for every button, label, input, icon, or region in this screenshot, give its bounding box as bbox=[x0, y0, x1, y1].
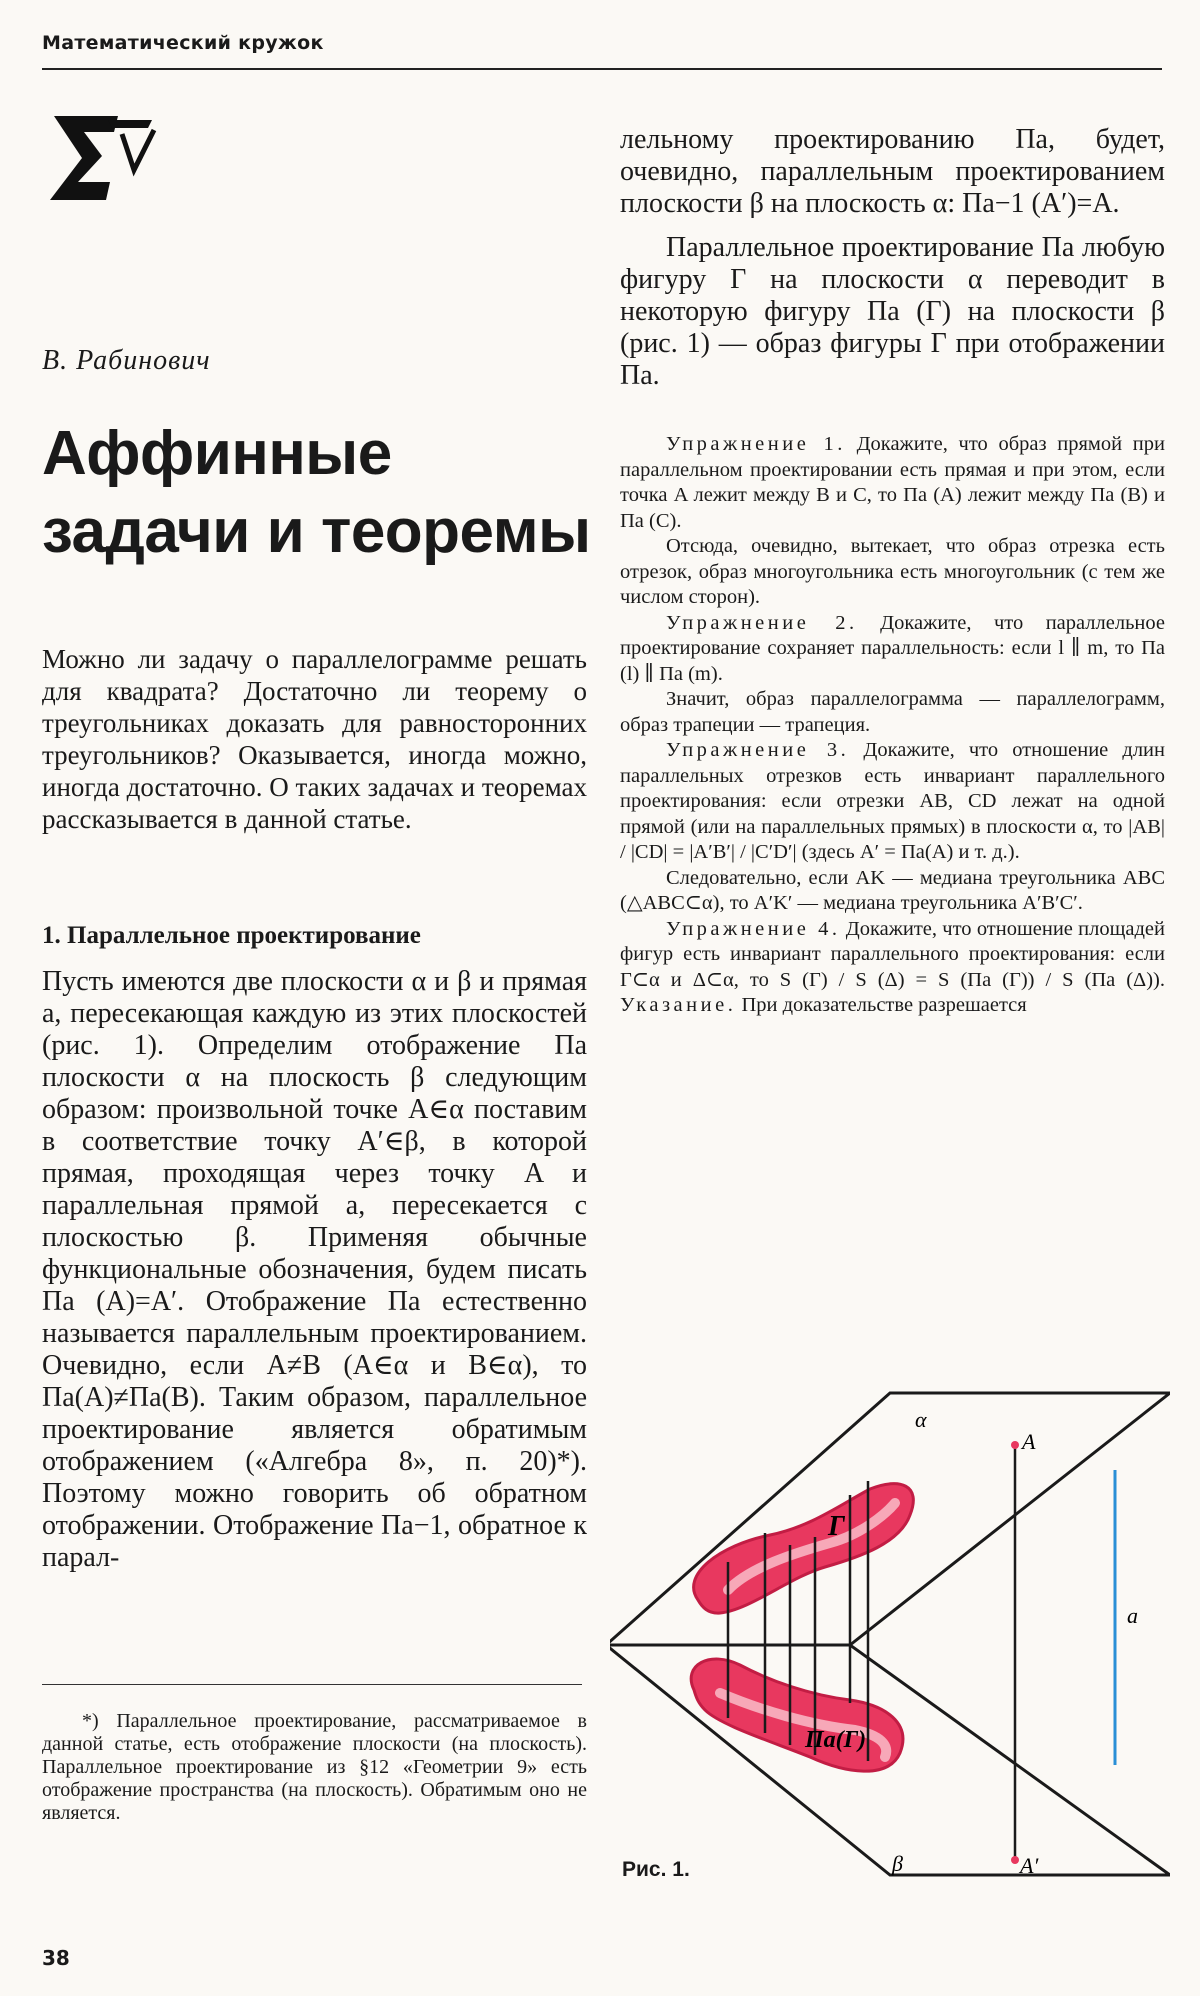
hint-label: Указание. bbox=[620, 994, 737, 1016]
exercise-1 bbox=[620, 432, 1165, 534]
exercise-text: Докажите, что отношение площадей фигур есть инвариант параллельного проектирования: если Г⊂α и Δ⊂α, то S (Г) / S (Δ) = S (Πa (Г)) / S (Πa (Δ)). bbox=[620, 917, 1166, 991]
exercises-block bbox=[620, 432, 1165, 1019]
exercise-text: Докажите, что отношение длин параллельных отрезков есть инвариант параллельного проектирования: если отрезки AB, CD лежат на одной прямой (или на параллельных прямых) в плоскости α, то |AB| / |CD| = |A′B′| / |C′D′| (здесь A′ = Πa(A) и т. д.). bbox=[620, 739, 1166, 863]
label-alpha-plane: α bbox=[915, 1407, 927, 1432]
footnote-divider bbox=[42, 1684, 582, 1685]
exercise-2 bbox=[620, 611, 1165, 688]
exercise-3 bbox=[620, 738, 1165, 866]
header-divider bbox=[42, 68, 1162, 70]
footnote: *) Параллельное проектирование, рассматриваемое в данной статье, есть отображение плоскости (на плоскость). Параллельное проектирование из §12 «Геометрии 9» есть отображение пространства (на плоскость). Обратимым оно не является. bbox=[42, 1710, 587, 1824]
title-line-1: Аффинные bbox=[42, 419, 392, 488]
exercise-label: Упражнение 2. bbox=[666, 611, 858, 634]
exercise-label: Упражнение 3. bbox=[666, 739, 850, 761]
article-lead: Можно ли задачу о параллелограмме решать для квадрата? Достаточно ли теорему о треугольниках доказать для равносторонних треугольников? Оказывается, иногда можно, иногда достаточно. О таких задачах и теоремах рассказывается в данной статье. bbox=[42, 644, 587, 834]
exercise-text: Докажите, что образ прямой при параллельном проектировании есть прямая и при этом, если точка A лежит между B и C, то Πa (A) лежит между Πa (B) и Πa (C). bbox=[620, 433, 1166, 532]
label-point-A-prime: A′ bbox=[1020, 1853, 1039, 1878]
point-A bbox=[1011, 1441, 1019, 1449]
paragraph: Следовательно, если AK — медиана треугольника ABC (△ABC⊂α), то A′K′ — медиана треугольника A′B′C′. bbox=[620, 866, 1165, 914]
paragraph: лельному проектированию Πa, будет, очевидно, параллельным проектированием плоскости β на плоскость α: Πa−1 (A′)=A. bbox=[620, 124, 1165, 219]
sigma-logo-icon bbox=[48, 110, 158, 210]
exercise-4 bbox=[620, 917, 1165, 1019]
paragraph: Значит, образ параллелограмма — параллелограмм, образ трапеции — трапеция. bbox=[620, 688, 1165, 736]
body-column-right bbox=[620, 124, 1165, 392]
hint-text: При доказательстве разрешается bbox=[741, 994, 1027, 1016]
exercise-text: Докажите, что параллельное проектирование сохраняет параллельность: если l ∥ m, то Πa (l) ∥ Πa (m). bbox=[620, 611, 1166, 685]
label-projection: Πa(Г) bbox=[805, 1727, 867, 1753]
exercise-label: Упражнение 1. bbox=[666, 433, 846, 455]
article-author: В. Рабинович bbox=[42, 345, 211, 376]
figure-caption: Рис. 1. bbox=[622, 1858, 690, 1881]
exercise-label: Упражнение 4. bbox=[666, 917, 841, 940]
article-title bbox=[42, 415, 591, 571]
label-point-A: A bbox=[1022, 1429, 1036, 1454]
figure-parallel-projection bbox=[610, 1385, 1170, 1885]
paragraph: Параллельное проектирование Πa любую фигуру Г на плоскости α переводит в некоторую фигуру Πa (Г) на плоскости β (рис. 1) — образ фигуры Г при отображении Πa. bbox=[620, 232, 1165, 391]
page-number: 38 bbox=[42, 1946, 70, 1970]
paragraph: Отсюда, очевидно, вытекает, что образ отрезка есть отрезок, образ многоугольника есть многоугольник (с тем же числом сторон). bbox=[620, 535, 1165, 608]
section-heading: 1. Параллельное проектирование bbox=[42, 922, 421, 949]
point-A-prime bbox=[1011, 1856, 1019, 1864]
label-line-a: a bbox=[1127, 1603, 1138, 1628]
body-column-left: Пусть имеются две плоскости α и β и прямая a, пересекающая каждую из этих плоскостей (рис. 1). Определим отображение Πa плоскости α на плоскость β следующим образом: произвольной точке A∈α поставим в соответствие точку A′∈β, в которой прямая, проходящая через точку A и параллельная прямой a, пересекается с плоскостью β. Применяя обычные функциональные обозначения, будем писать Πa (A)=A′. Отображение Πa естественно называется параллельным проектированием. Очевидно, если A≠B (A∈α и B∈α), то Πa(A)≠Πa(B). Таким образом, параллельное проектирование является обратимым отображением («Алгебра 8», п. 20)*). Поэтому можно говорить об обратном отображении. Отображение Πa−1, обратное к парал- bbox=[42, 966, 587, 1573]
label-gamma: Г bbox=[828, 1511, 845, 1542]
label-beta-plane: β bbox=[892, 1851, 903, 1876]
section-header: Математический кружок bbox=[42, 32, 324, 54]
title-line-2: задачи и теоремы bbox=[42, 497, 591, 566]
